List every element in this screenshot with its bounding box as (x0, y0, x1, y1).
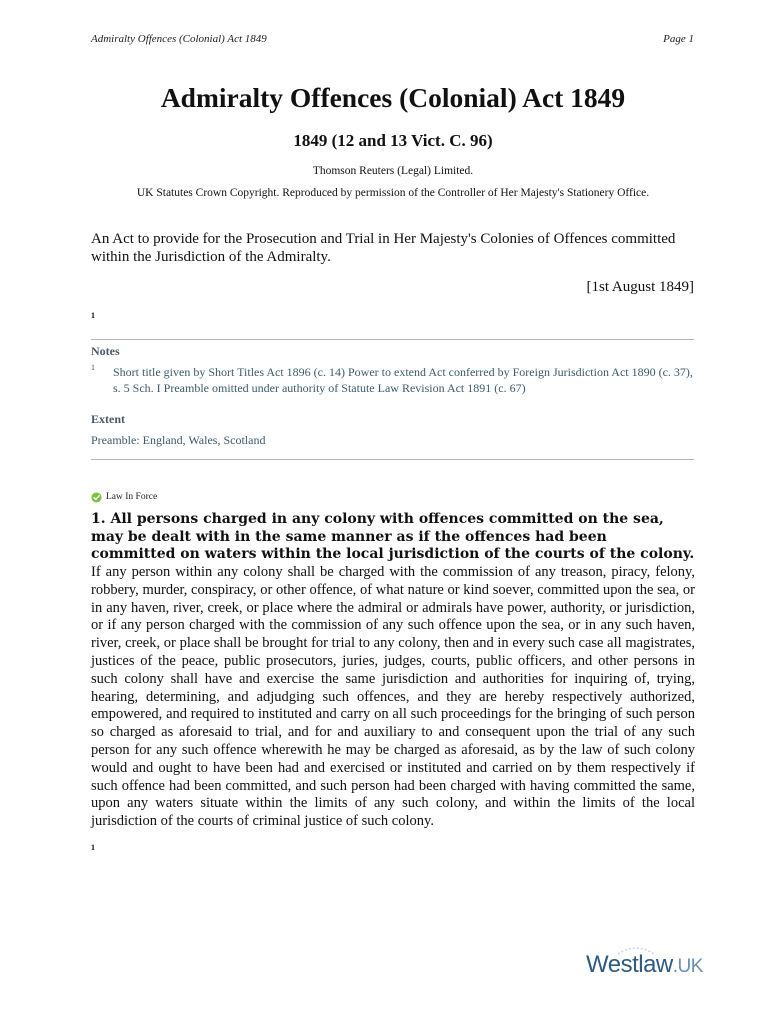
check-circle-icon (91, 492, 102, 503)
westlaw-logo (586, 945, 706, 981)
running-header (91, 33, 694, 45)
copyright-line: UK Statutes Crown Copyright. Reproduced by permission of the Controller of Her Majesty's Stationery Office. (136, 187, 650, 199)
assent-date: [1st August 1849] (586, 279, 694, 295)
divider (91, 459, 694, 460)
document-citation: 1849 (12 and 13 Vict. C. 96) (293, 131, 493, 150)
running-title: Admiralty Offences (Colonial) Act 1849 (91, 33, 267, 45)
law-status-label: Law In Force (106, 492, 158, 502)
page-number: Page 1 (663, 33, 694, 45)
divider (91, 339, 694, 340)
long-title: An Act to provide for the Prosecution and Trial in Her Majesty's Colonies of Offences committed within the Jurisdiction of the Admiralty. (91, 231, 676, 265)
section-body: If any person within any colony shall be charged with the commission of any treason, piracy, felony, robbery, murder, conspiracy, or other offence, of what nature or kind soever, committed upon the sea, or in any haven, river, creek, or place where the admiral or admirals have power, authority, or jurisdiction, or if any person charged with the commission of any such offence upon the sea, or in any such haven, river, creek, or place shall be brought for trial to any colony, then and in every such case all magistrates, justices of the peace, public prosecutors, juries, judges, courts, public officers, and other persons in such colony shall have and exercise the same jurisdiction and authorities for inquiring of, trying, hearing, determining, and adjudging such offences, and they are hereby respectively authorized, empowered, and required to instituted and carry on all such proceedings for the bringing of such person so charged as aforesaid to trial, and for and auxiliary to and consequent upon the trial of any such person for any such offence wherewith he may be charged as aforesaid, as by the law of such colony would and ought to have been had and exercised or instituted and carried on by them respectively if such offence had been committed, and such person had been charged with having committed the same, upon any waters situate within the limits of any such colony, and within the limits of the local jurisdiction of the courts of criminal justice of such colony. (91, 564, 695, 830)
publisher-line: Thomson Reuters (Legal) Limited. (312, 165, 474, 177)
law-status (91, 490, 157, 504)
logo-suffix: .UK (672, 956, 703, 977)
logo-wordmark: Westlaw (586, 951, 673, 978)
extent-heading: Extent (91, 412, 125, 426)
note-number: 1 (91, 363, 95, 372)
footnote-marker: 1 (91, 843, 95, 852)
footnote-marker: 1 (91, 311, 95, 320)
note-text: Short title given by Short Titles Act 1896 (c. 14) Power to extend Act conferred by Foreign Jurisdiction Act 1890 (c. 37), s. 5 Sch. I Preamble omitted under authority of Statute Law Revision Act 1891 (c. 67) (113, 365, 693, 395)
document-title: Admiralty Offences (Colonial) Act 1849 (160, 82, 626, 113)
section-heading: 1. All persons charged in any colony with offences committed on the sea, may be dealt with in the same manner as if the offences had been committed on waters within the local jurisdiction of the courts of the colony. (91, 511, 695, 562)
extent-text: Preamble: England, Wales, Scotland (91, 433, 266, 447)
notes-heading: Notes (91, 344, 120, 358)
